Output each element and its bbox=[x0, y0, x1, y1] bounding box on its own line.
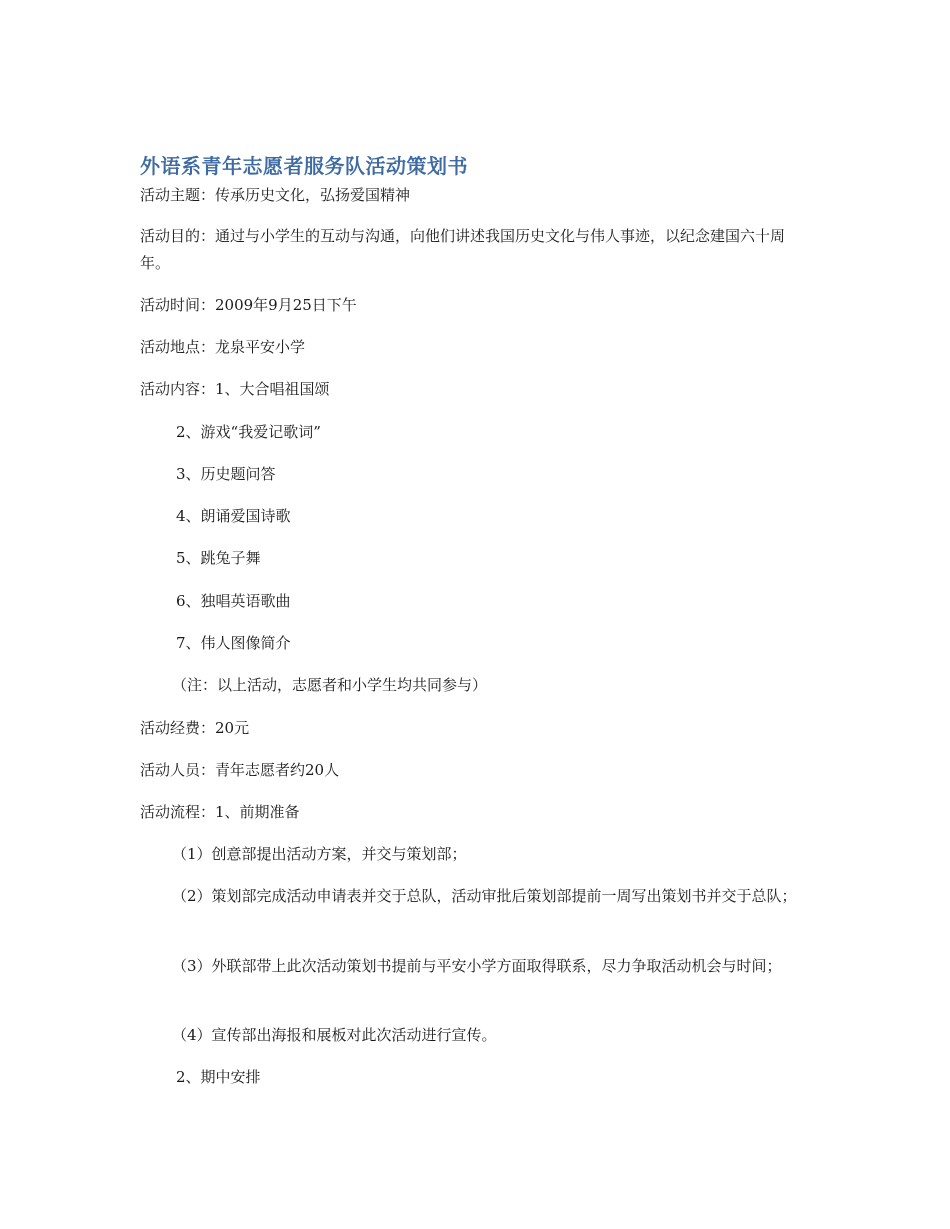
activity-flow-label: 活动流程：1、前期准备 bbox=[140, 803, 300, 821]
document-title: 外语系青年志愿者服务队活动策划书 bbox=[140, 154, 468, 178]
activity-content-label: 活动内容：1、大合唱祖国颂 bbox=[140, 380, 330, 398]
flow-step: （4）宣传部出海报和展板对此次活动进行宣传。 bbox=[172, 1026, 497, 1044]
content-item: 6、独唱英语歌曲 bbox=[176, 592, 291, 610]
content-item: 4、朗诵爱国诗歌 bbox=[176, 507, 291, 525]
activity-purpose: 活动目的：通过与小学生的互动与沟通，向他们讲述我国历史文化与伟人事迹，以纪念建国六十周年。 bbox=[140, 227, 786, 272]
activity-theme: 活动主题：传承历史文化，弘扬爱国精神 bbox=[140, 186, 411, 204]
content-item: 7、伟人图像简介 bbox=[176, 634, 291, 652]
flow-step: （1）创意部提出活动方案，并交与策划部； bbox=[172, 845, 467, 863]
content-item: 2、游戏“我爱记歌词” bbox=[176, 423, 321, 441]
content-item: 5、跳兔子舞 bbox=[176, 549, 261, 567]
activity-time: 活动时间：2009年9月25日下午 bbox=[140, 296, 357, 314]
content-item: 3、历史题问答 bbox=[176, 465, 276, 483]
flow-step: （3）外联部带上此次活动策划书提前与平安小学方面取得联系，尽力争取活动机会与时间； bbox=[172, 957, 782, 975]
flow-next-stage: 2、期中安排 bbox=[176, 1068, 261, 1086]
activity-note: （注：以上活动，志愿者和小学生均共同参与） bbox=[172, 676, 488, 694]
activity-budget: 活动经费：20元 bbox=[140, 719, 250, 737]
flow-step: （2）策划部完成活动申请表并交于总队，活动审批后策划部提前一周写出策划书并交于总队； bbox=[172, 887, 797, 905]
activity-people: 活动人员：青年志愿者约20人 bbox=[140, 761, 340, 779]
activity-place: 活动地点：龙泉平安小学 bbox=[140, 338, 306, 356]
